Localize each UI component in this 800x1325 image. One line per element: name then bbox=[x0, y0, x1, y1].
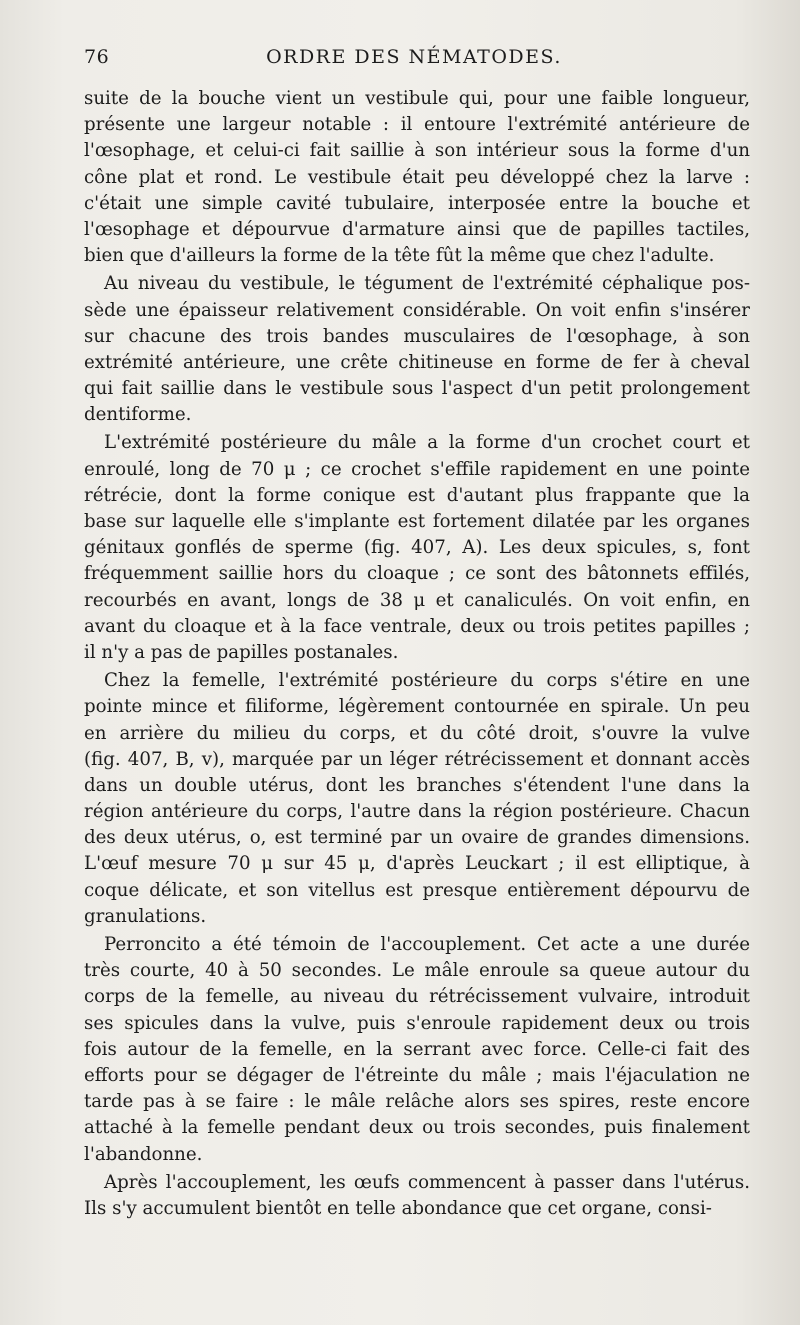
text-line: il n'y a pas de papilles postanales. bbox=[84, 641, 399, 663]
text-line: suite de la bouche vient un vestibule qui, pour une faible longueur, bbox=[84, 88, 750, 109]
text-line: dans un double utérus, dont les branches s'étendent l'une dans la bbox=[84, 774, 750, 796]
text-line: fréquemment saillie hors du cloaque ; ce sont des bâtonnets effilés, bbox=[84, 563, 750, 585]
paragraph bbox=[84, 86, 750, 269]
text-line: avant du cloaque et à la face ventrale, deux ou trois petites papilles ; bbox=[84, 615, 750, 637]
text-line: L'œuf mesure 70 μ sur 45 μ, d'après Leuckart ; il est elliptique, à bbox=[84, 853, 750, 875]
page-number: 76 bbox=[84, 46, 110, 68]
text-line: dentiforme. bbox=[84, 404, 192, 426]
text-line: l'abandonne. bbox=[84, 1143, 203, 1165]
text-line: Après l'accouplement, les œufs commencent à passer dans l'utérus. bbox=[104, 1171, 750, 1193]
running-title: ORDRE DES NÉMATODES. bbox=[266, 46, 562, 68]
text-line: bien que d'ailleurs la forme de la tête fût la même que chez l'adulte. bbox=[84, 245, 715, 267]
text-line: très courte, 40 à 50 secondes. Le mâle enroule sa queue autour du bbox=[84, 960, 750, 982]
text-line: présente une largeur notable : il entoure l'extrémité antérieure de bbox=[84, 114, 750, 136]
text-line: Chez la femelle, l'extrémité postérieure du corps s'étire en une bbox=[104, 670, 750, 692]
text-line: l'œsophage, et celui-ci fait saillie à son intérieur sous la forme d'un bbox=[84, 140, 750, 162]
text-line: coque délicate, et son vitellus est presque entièrement dépourvu de bbox=[84, 879, 750, 901]
text-line: enroulé, long de 70 μ ; ce crochet s'effile rapidement en une pointe bbox=[84, 458, 750, 480]
text-line: recourbés en avant, longs de 38 μ et canaliculés. On voit enfin, en bbox=[84, 589, 750, 611]
paragraph bbox=[84, 271, 750, 428]
text-line: ses spicules dans la vulve, puis s'enroule rapidement deux ou trois bbox=[84, 1012, 750, 1034]
text-line: des deux utérus, o, est terminé par un ovaire de grandes dimensions. bbox=[84, 827, 750, 849]
paragraph bbox=[84, 932, 750, 1168]
text-line: en arrière du milieu du corps, et du côté droit, s'ouvre la vulve bbox=[84, 722, 750, 744]
page-header bbox=[84, 46, 744, 74]
text-line: Au niveau du vestibule, le tégument de l'extrémité céphalique pos- bbox=[104, 273, 750, 295]
text-line: attaché à la femelle pendant deux ou trois secondes, puis finalement bbox=[84, 1117, 750, 1139]
text-line: l'œsophage et dépourvue d'armature ainsi que de papilles tactiles, bbox=[84, 218, 750, 240]
text-line: Ils s'y accumulent bientôt en telle abondance que cet organe, consi- bbox=[84, 1197, 712, 1219]
text-line: Perroncito a été témoin de l'accouplement. Cet acte a une durée bbox=[104, 934, 750, 955]
text-line: extrémité antérieure, une crête chitineuse en forme de fer à cheval bbox=[84, 351, 750, 373]
text-line: base sur laquelle elle s'implante est fortement dilatée par les organes bbox=[84, 511, 750, 532]
text-line: efforts pour se dégager de l'étreinte du mâle ; mais l'éjaculation ne bbox=[84, 1064, 750, 1086]
paragraph bbox=[84, 1170, 750, 1222]
paragraph bbox=[84, 430, 750, 666]
body-text bbox=[84, 86, 750, 1222]
text-line: tarde pas à se faire : le mâle relâche alors ses spires, reste encore bbox=[84, 1091, 750, 1113]
text-line: pointe mince et filiforme, légèrement contournée en spirale. Un peu bbox=[84, 696, 750, 718]
text-line: L'extrémité postérieure du mâle a la forme d'un crochet court et bbox=[104, 432, 750, 454]
text-line: sède une épaisseur relativement considérable. On voit enfin s'insérer bbox=[84, 299, 750, 321]
text-line: corps de la femelle, au niveau du rétrécissement vulvaire, introduit bbox=[84, 986, 750, 1008]
text-line: sur chacune des trois bandes musculaires de l'œsophage, à son bbox=[84, 325, 750, 347]
text-line: cône plat et rond. Le vestibule était peu développé chez la larve : bbox=[84, 166, 750, 188]
text-line: rétrécie, dont la forme conique est d'autant plus frappante que la bbox=[84, 484, 750, 506]
text-line: génitaux gonflés de sperme (fig. 407, A). Les deux spicules, s, font bbox=[84, 537, 750, 559]
text-line: région antérieure du corps, l'autre dans la région postérieure. Chacun bbox=[84, 801, 750, 823]
text-line: c'était une simple cavité tubulaire, interposée entre la bouche et bbox=[84, 192, 750, 214]
text-line: granulations. bbox=[84, 905, 207, 927]
text-line: (fig. 407, B, v), marquée par un léger rétrécissement et donnant accès bbox=[84, 748, 750, 770]
paragraph bbox=[84, 668, 750, 930]
text-line: qui fait saillie dans le vestibule sous l'aspect d'un petit prolongement bbox=[84, 378, 750, 400]
text-line: fois autour de la femelle, en la serrant avec force. Celle-ci fait des bbox=[84, 1038, 750, 1060]
